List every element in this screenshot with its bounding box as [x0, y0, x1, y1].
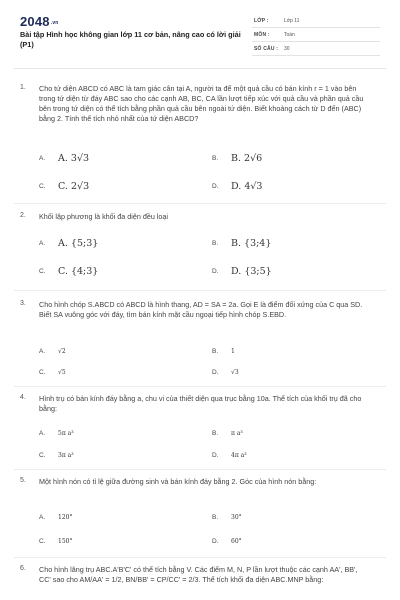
option-label: D.	[212, 538, 219, 545]
option-value: 30°	[231, 514, 242, 521]
option-value: 5π a³	[58, 430, 74, 437]
logo-suffix: .vn	[50, 19, 59, 26]
meta-info-table	[252, 14, 380, 56]
question-text: Khối lập phương là khối đa diện đều loại	[39, 212, 169, 221]
option-value: A. {5;3}	[58, 238, 99, 249]
question-number: 3.	[20, 300, 26, 307]
option-value: 120°	[58, 514, 73, 521]
option-label: A.	[39, 430, 46, 437]
option-label: C.	[39, 452, 46, 459]
question-divider	[14, 557, 386, 558]
question-divider	[14, 290, 386, 291]
option-value: C. 2√3	[58, 181, 90, 192]
option-value: D. 4√3	[231, 181, 263, 192]
option-value: 150°	[58, 538, 73, 545]
option-label: D.	[212, 369, 219, 376]
option-label: B.	[212, 514, 219, 521]
option-value: C. {4;3}	[58, 266, 99, 277]
question-number: 5.	[20, 477, 26, 484]
question-divider	[14, 386, 386, 387]
option-label: A.	[39, 348, 46, 355]
option-label: B.	[212, 348, 219, 355]
question-number: 1.	[20, 84, 26, 91]
question-number: 6.	[20, 565, 26, 572]
option-value: 3π a³	[58, 452, 74, 459]
option-label: D.	[212, 452, 219, 459]
meta-key: MÔN :	[254, 32, 270, 38]
question-number: 2.	[20, 212, 26, 219]
meta-value: 30	[284, 46, 290, 52]
question-text: Cho hình lăng trụ ABC.A'B'C' có thể tích bằng V. Các điểm M, N, P lần lượt thuộc các cạnh AA', BB', CC' sao cho AM/AA' = 1/2, BN/BB' = CP/CC' = 2/3. Thể tích khối đa diện ABC.MNP bằng:	[39, 565, 358, 584]
meta-row-count	[252, 42, 380, 56]
option-label: B.	[212, 430, 219, 437]
question-divider	[14, 203, 386, 204]
option-value: B. {3;4}	[231, 238, 272, 249]
meta-key: SỐ CÂU :	[254, 46, 279, 52]
option-label: D.	[212, 268, 219, 275]
option-value: D. {3;5}	[231, 266, 272, 277]
meta-value: Lớp 11	[284, 18, 300, 24]
document-header	[0, 0, 400, 68]
question-divider	[14, 469, 386, 470]
question-text: Một hình nón có tỉ lệ giữa đường sinh và bán kính đáy bằng 2. Góc của hình nón bằng:	[39, 477, 317, 486]
meta-key: LỚP :	[254, 18, 269, 24]
question-text: Hình trụ có bán kính đáy bằng a, chu vi của thiết diện qua trục bằng 10a. Thể tích của khối trụ đã cho bằng:	[39, 394, 362, 413]
meta-value: Toán	[284, 32, 295, 38]
option-value: √3	[231, 369, 239, 376]
option-label: C.	[39, 268, 46, 275]
option-value: 60°	[231, 538, 242, 545]
meta-row-class	[252, 14, 380, 28]
option-value: 4π a³	[231, 452, 247, 459]
option-value: π a³	[231, 430, 243, 437]
option-value: A. 3√3	[58, 153, 90, 164]
option-label: B.	[212, 155, 219, 162]
option-value: √5	[58, 369, 66, 376]
meta-row-subject	[252, 28, 380, 42]
question-text: Cho tứ diện ABCD có ABC là tam giác cân tại A, người ta để một quả cầu có bán kính r = 1 vào bên trong tứ diện từ đáy ABC sao cho các cạnh AB, BC, CA lần lượt tiếp xúc với quả cầu và phần quả cầu bên trong tứ diện có thể tích bằng phần quả cầu bên ngoài tứ diện. Biết khoảng cách từ D đến (ABC) bằng 2. Tính thể tích nhỏ nhất của tứ diện ABCD?	[39, 84, 364, 123]
header-divider	[14, 68, 386, 69]
option-value: √2	[58, 348, 66, 355]
logo-text: 2048	[20, 14, 50, 29]
option-label: D.	[212, 183, 219, 190]
option-label: C.	[39, 369, 46, 376]
option-label: A.	[39, 514, 46, 521]
option-label: B.	[212, 240, 219, 247]
option-value: 1	[231, 348, 235, 355]
option-label: C.	[39, 538, 46, 545]
question-number: 4.	[20, 394, 26, 401]
option-label: C.	[39, 183, 46, 190]
option-label: A.	[39, 240, 46, 247]
option-label: A.	[39, 155, 46, 162]
document-title: Bài tập Hình học không gian lớp 11 cơ bản, nâng cao có lời giải (P1)	[20, 30, 241, 49]
question-text: Cho hình chóp S.ABCD có ABCD là hình thang, AD = SA = 2a. Gọi E là điểm đối xứng của C qua SD. Biết SA vuông góc với đáy, tìm bán kính mặt cầu ngoại tiếp hình chóp S.EBD.	[39, 300, 363, 319]
site-logo[interactable]	[20, 14, 59, 29]
option-value: B. 2√6	[231, 153, 263, 164]
